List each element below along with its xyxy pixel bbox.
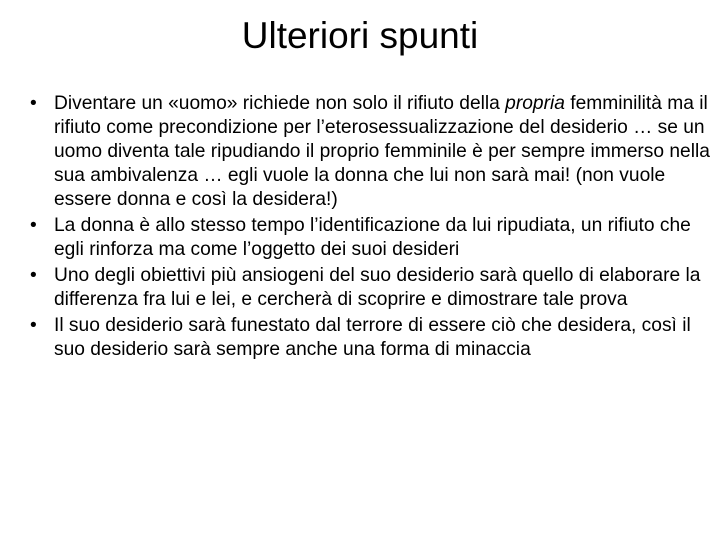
bullet-list bbox=[30, 92, 712, 364]
bullet-text-1-emphasis: propria bbox=[505, 93, 565, 114]
bullet-item-2 bbox=[30, 214, 712, 262]
bullet-point-icon: • bbox=[30, 93, 37, 114]
slide-title: Ulteriori spunti bbox=[241, 15, 479, 56]
bullet-text-3: Uno degli obiettivi più ansiogeni del suo desiderio sarà quello di elaborare la differenza fra lui e lei, e cercherà di scoprire e dimostrare tale prova bbox=[54, 265, 701, 310]
bullet-text-2: La donna è allo stesso tempo l’identificazione da lui ripudiata, un rifiuto che egli rinforza ma come l’oggetto dei suoi desideri bbox=[54, 215, 691, 260]
bullet-point-icon: • bbox=[30, 215, 37, 236]
bullet-text-4: Il suo desiderio sarà funestato dal terrore di essere ciò che desidera, così il suo desiderio sarà sempre anche una forma di minaccia bbox=[54, 315, 691, 360]
bullet-item-1 bbox=[30, 92, 712, 212]
bullet-text-1-end: femminilità ma il rifiuto come precondizione per l’eterosessualizzazione del desiderio … se un uomo diventa tale ripudiando il proprio femminile è per sempre immerso nella sua ambivalenza … egli vuole la donna che lui non sarà mai! (non vuole essere donna e così la desidera!) bbox=[54, 93, 710, 210]
bullet-point-icon: • bbox=[30, 315, 37, 336]
bullet-item-3 bbox=[30, 264, 712, 312]
bullet-item-4 bbox=[30, 314, 712, 362]
bullet-text-1-start: Diventare un «uomo» richiede non solo il rifiuto della bbox=[54, 93, 506, 114]
bullet-point-icon: • bbox=[30, 265, 37, 286]
